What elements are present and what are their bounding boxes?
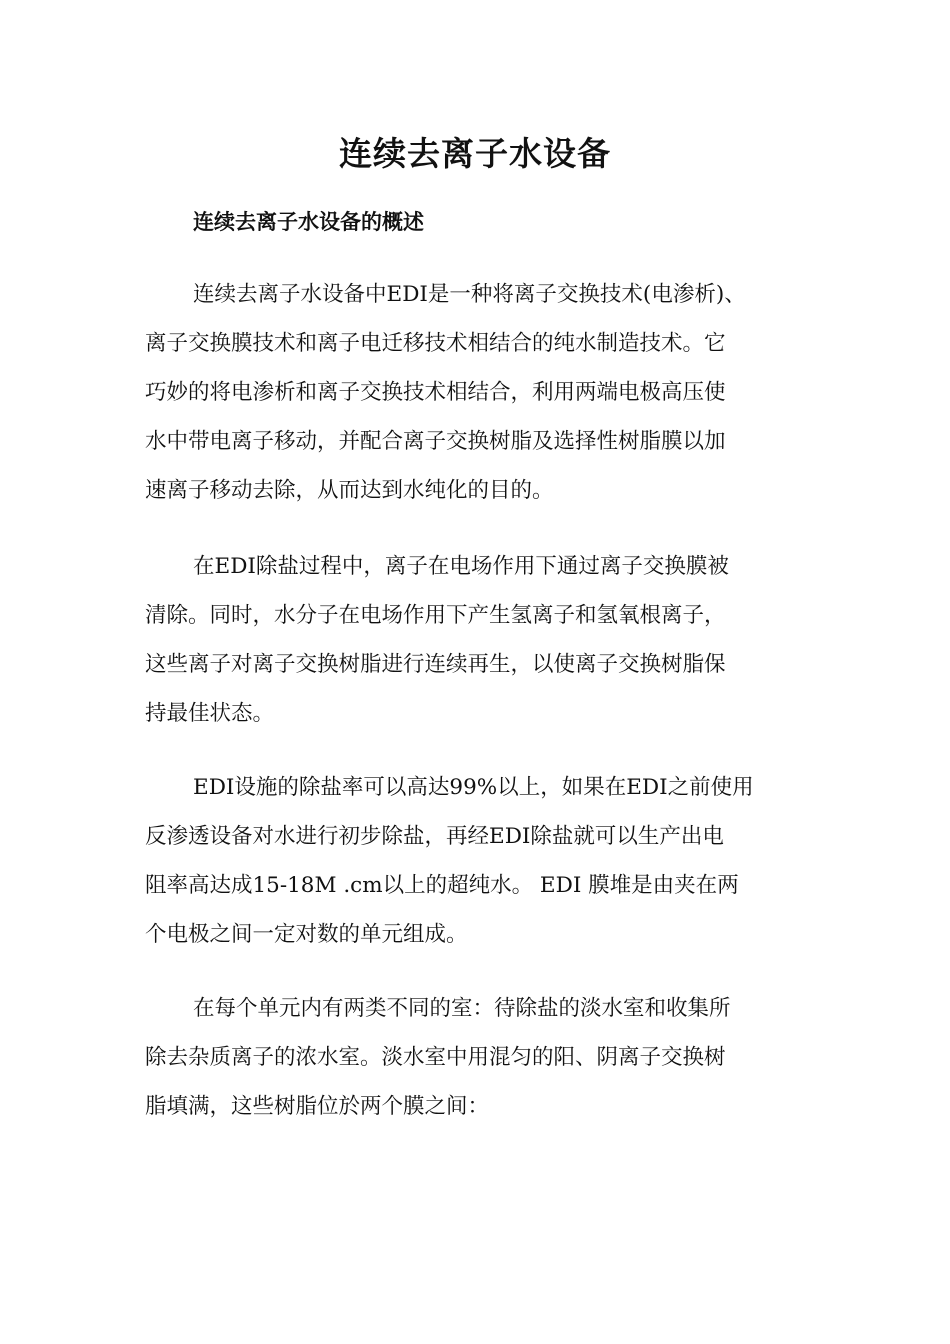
paragraph-line: 连续去离子水设备中EDI是一种将离子交换技术(电渗析)、 xyxy=(193,282,746,307)
paragraph-line: 反渗透设备对水进行初步除盐，再经EDI除盐就可以生产出电 xyxy=(145,824,724,849)
paragraph-1 xyxy=(145,270,795,515)
paragraph-line: 速离子移动去除，从而达到水纯化的目的。 xyxy=(145,478,554,503)
page-title: 连续去离子水设备 xyxy=(339,134,611,173)
paragraph-3 xyxy=(145,763,795,959)
paragraph-2 xyxy=(145,542,795,738)
paragraph-line: 巧妙的将电渗析和离子交换技术相结合，利用两端电极高压使 xyxy=(145,380,726,405)
section-heading: 连续去离子水设备的概述 xyxy=(193,210,424,234)
paragraph-line: 在每个单元内有两类不同的室：待除盐的淡水室和收集所 xyxy=(193,996,731,1021)
paragraph-line: 这些离子对离子交换树脂进行连续再生，以使离子交换树脂保 xyxy=(145,652,726,677)
paragraph-line: 个电极之间一定对数的单元组成。 xyxy=(145,922,468,947)
paragraph-line: 阻率高达成15-18M .cm以上的超纯水。 EDI 膜堆是由夹在两 xyxy=(145,873,739,898)
paragraph-line: 脂填满，这些树脂位於两个膜之间： xyxy=(145,1094,490,1119)
paragraph-line: 清除。同时，水分子在电场作用下产生氢离子和氢氧根离子， xyxy=(145,603,726,628)
paragraph-line: 离子交换膜技术和离子电迁移技术相结合的纯水制造技术。它 xyxy=(145,331,726,356)
paragraph-4 xyxy=(145,984,795,1131)
paragraph-line: 在EDI除盐过程中，离子在电场作用下通过离子交换膜被 xyxy=(193,554,729,579)
paragraph-line: 除去杂质离子的浓水室。淡水室中用混匀的阳、阴离子交换树 xyxy=(145,1045,726,1070)
paragraph-line: EDI设施的除盐率可以高达99%以上，如果在EDI之前使用 xyxy=(193,775,754,800)
paragraph-line: 水中带电离子移动，并配合离子交换树脂及选择性树脂膜以加 xyxy=(145,429,726,454)
paragraph-line: 持最佳状态。 xyxy=(145,701,275,726)
